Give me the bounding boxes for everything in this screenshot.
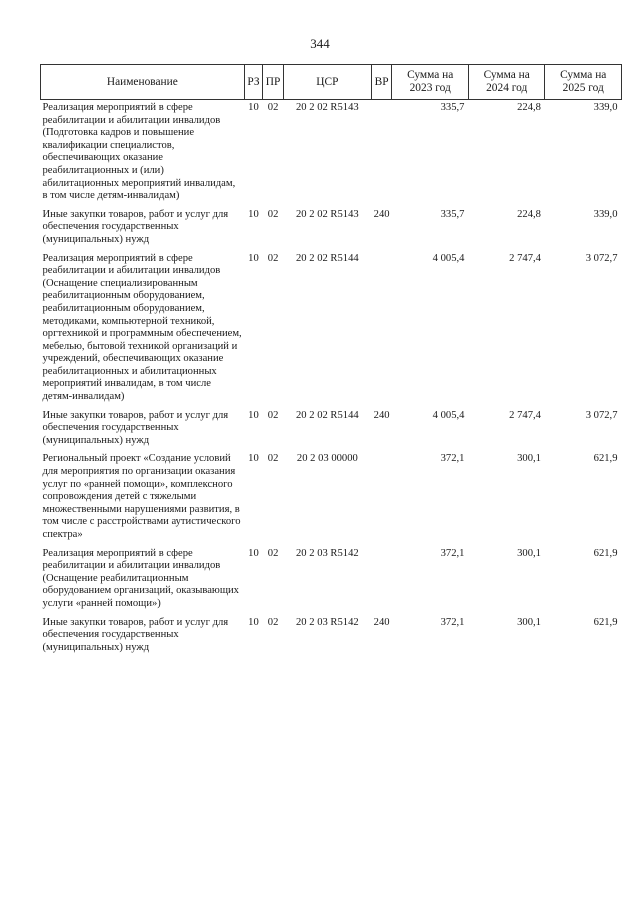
row-rz: 10 bbox=[248, 252, 259, 264]
row-csr: 20 2 02 R5144 bbox=[296, 252, 359, 264]
column-header-sum-2025: Сумма на 2025 год bbox=[545, 65, 622, 100]
row-rz: 10 bbox=[248, 102, 259, 113]
row-csr: 20 2 02 R5143 bbox=[296, 102, 359, 113]
row-sum-2023: 372,1 bbox=[440, 616, 465, 628]
row-rz: 10 bbox=[248, 616, 259, 628]
column-header-sum-2023: Сумма на 2023 год bbox=[392, 65, 469, 100]
row-rz: 10 bbox=[248, 208, 259, 220]
row-csr: 20 2 03 R5142 bbox=[296, 616, 359, 628]
row-name: Иные закупки товаров, работ и услуг для обеспечения государственных (муниципальных) нужд bbox=[42, 208, 229, 245]
row-sum-2024: 300,1 bbox=[517, 453, 541, 465]
row-sum-2023: 4 005,4 bbox=[432, 409, 465, 421]
table-row bbox=[41, 203, 622, 247]
row-vr bbox=[371, 542, 392, 611]
row-sum-2024: 2 747,4 bbox=[509, 409, 541, 421]
row-name: Региональный проект «Создание условий для мероприятия по организации оказания услуг по «ранней помощи», комплексного сопровождения детей с тяжелыми множественными нарушениями развития, в том числе с расстройствами аутистического спектра» bbox=[42, 453, 241, 540]
page-number: 344 bbox=[310, 36, 330, 51]
row-sum-2024: 224,8 bbox=[517, 102, 541, 113]
row-pr: 02 bbox=[267, 409, 279, 421]
row-sum-2025: 3 072,7 bbox=[585, 409, 618, 421]
row-rz: 10 bbox=[248, 453, 259, 465]
row-sum-2023: 335,7 bbox=[440, 102, 465, 113]
row-pr: 02 bbox=[267, 208, 279, 220]
row-sum-2025: 621,9 bbox=[593, 547, 618, 559]
row-rz: 10 bbox=[248, 547, 259, 559]
table-row bbox=[41, 447, 622, 541]
budget-table bbox=[40, 64, 622, 654]
row-name: Реализация мероприятий в сфере реабилитации и абилитации инвалидов (Оснащение специализированным реабилитационным оборудованием, реабилитационным оборудованием, методиками, компьютерной техникой, оргтехникой и программным обеспечением, мебелью, бытовой техникой организаций и учреждений, обеспечивающих оказание реабилитационных и абилитационных мероприятий инвалидам, в том числе детям-инвалидам) bbox=[42, 252, 242, 403]
column-header-vr: ВР bbox=[371, 65, 392, 100]
row-sum-2025: 621,9 bbox=[593, 616, 618, 628]
row-pr: 02 bbox=[267, 453, 279, 465]
row-pr: 02 bbox=[267, 547, 279, 559]
row-vr: 240 bbox=[373, 208, 390, 220]
column-header-rz: РЗ bbox=[244, 65, 263, 100]
row-name: Иные закупки товаров, работ и услуг для обеспечения государственных (муниципальных) нужд bbox=[42, 616, 229, 653]
row-sum-2023: 372,1 bbox=[440, 453, 465, 465]
row-sum-2023: 335,7 bbox=[440, 208, 465, 220]
row-vr: 240 bbox=[373, 616, 390, 628]
row-vr bbox=[371, 247, 392, 404]
table-row bbox=[41, 542, 622, 611]
row-sum-2024: 224,8 bbox=[517, 208, 541, 220]
row-sum-2024: 300,1 bbox=[517, 547, 541, 559]
row-csr: 20 2 02 R5144 bbox=[296, 409, 359, 421]
row-vr bbox=[371, 100, 392, 203]
row-sum-2025: 3 072,7 bbox=[585, 252, 618, 264]
row-pr: 02 bbox=[267, 102, 279, 113]
column-header-pr: ПР bbox=[263, 65, 284, 100]
row-name: Иные закупки товаров, работ и услуг для обеспечения государственных (муниципальных) нужд bbox=[42, 409, 229, 446]
row-name: Реализация мероприятий в сфере реабилитации и абилитации инвалидов (Оснащение реабилитационным оборудованием организаций, оказывающих услуги «ранней помощи») bbox=[42, 547, 239, 609]
row-sum-2025: 621,9 bbox=[593, 453, 618, 465]
table-row bbox=[41, 404, 622, 448]
row-sum-2023: 372,1 bbox=[440, 547, 465, 559]
row-sum-2023: 4 005,4 bbox=[432, 252, 465, 264]
row-csr: 20 2 02 R5143 bbox=[296, 208, 359, 220]
row-sum-2024: 300,1 bbox=[517, 616, 541, 628]
column-header-name: Наименование bbox=[41, 65, 245, 100]
column-header-sum-2024: Сумма на 2024 год bbox=[468, 65, 545, 100]
table-row bbox=[41, 100, 622, 203]
row-sum-2025: 339,0 bbox=[593, 102, 618, 113]
column-header-csr: ЦСР bbox=[283, 65, 371, 100]
row-csr: 20 2 03 R5142 bbox=[296, 547, 359, 559]
table-header bbox=[41, 65, 622, 100]
row-sum-2025: 339,0 bbox=[593, 208, 618, 220]
row-pr: 02 bbox=[267, 616, 279, 628]
row-vr bbox=[371, 447, 392, 541]
row-sum-2024: 2 747,4 bbox=[509, 252, 541, 264]
table-body bbox=[41, 100, 622, 655]
table-row bbox=[41, 247, 622, 404]
row-rz: 10 bbox=[248, 409, 259, 421]
row-csr: 20 2 03 00000 bbox=[296, 453, 358, 465]
row-pr: 02 bbox=[267, 252, 279, 264]
table-row bbox=[41, 611, 622, 655]
row-vr: 240 bbox=[373, 409, 390, 421]
row-name: Реализация мероприятий в сфере реабилитации и абилитации инвалидов (Подготовка кадров и повышение квалификации специалистов, обеспечивающих оказание реабилитационных и (или) абилитационных мероприятий инвалидам, в том числе детям-инвалидам) bbox=[42, 102, 236, 202]
